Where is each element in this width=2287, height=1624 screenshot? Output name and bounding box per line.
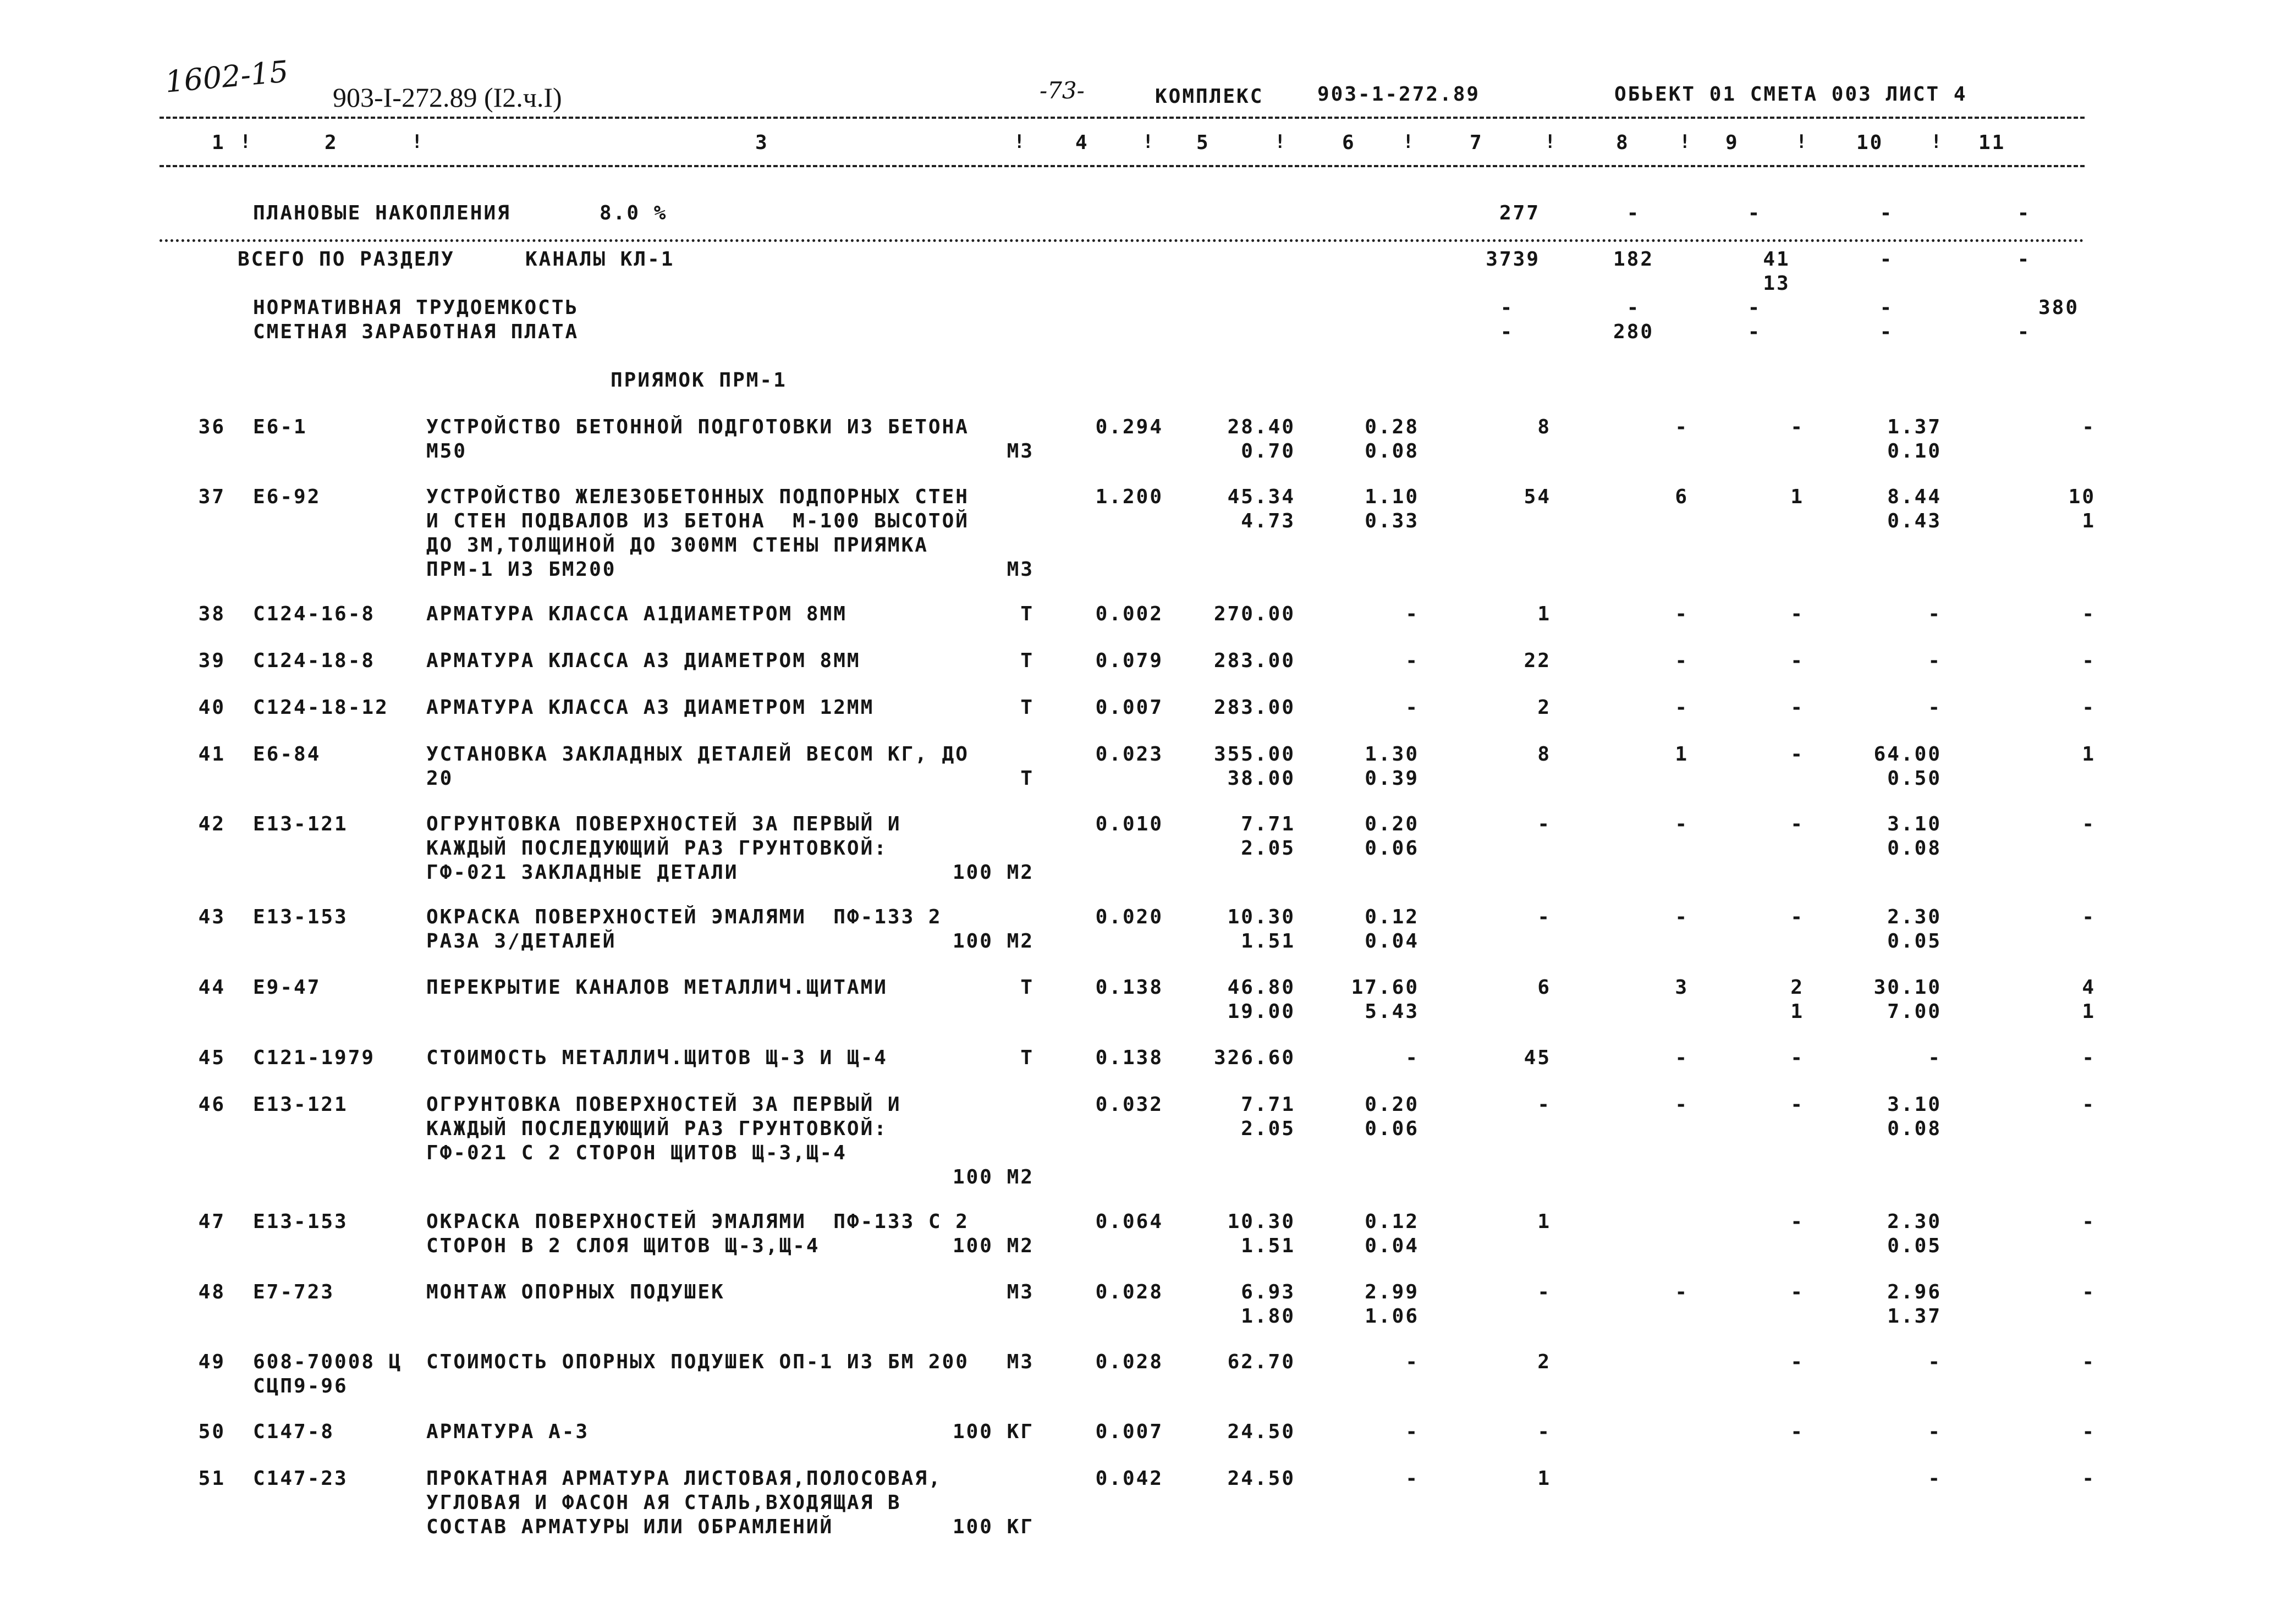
wages: - xyxy=(1675,1093,1689,1116)
row-number: 36 xyxy=(198,416,226,438)
machine-wages: - xyxy=(1790,696,1804,719)
machine-wages: - xyxy=(1790,813,1804,835)
quantity: 0.294 xyxy=(1095,416,1163,438)
operation-cost: 17.60 5.43 xyxy=(1351,976,1419,1023)
total-cost: 2 xyxy=(1537,696,1551,719)
total-cost: 6 xyxy=(1537,976,1551,999)
cell: 277 xyxy=(1499,202,1540,224)
row-number: 51 xyxy=(198,1467,226,1490)
work-description: МОНТАЖ ОПОРНЫХ ПОДУШЕК xyxy=(426,1281,725,1303)
unit: Т xyxy=(1020,603,1034,625)
cell: - xyxy=(1747,296,1762,319)
column-number: 6 xyxy=(1342,131,1356,154)
unit-cost: 10.30 1.51 xyxy=(1227,906,1295,953)
labor-label: НОРМАТИВНАЯ ТРУДОЕМКОСТЬ xyxy=(253,296,579,319)
total-cost: 54 xyxy=(1524,486,1551,508)
unit-cost: 24.50 xyxy=(1227,1421,1295,1443)
cell: - xyxy=(1879,202,1894,224)
cell: 182 xyxy=(1613,248,1654,271)
unit-cost: 270.00 xyxy=(1213,603,1295,625)
total-cost: 1 xyxy=(1537,1210,1551,1233)
total-cost: - xyxy=(1537,813,1551,835)
planned-savings-percent: 8.0 % xyxy=(600,202,668,224)
unit: Т xyxy=(1020,767,1034,790)
cell: - xyxy=(1626,202,1641,224)
row-number: 41 xyxy=(198,743,226,766)
unit: Т xyxy=(1020,649,1034,672)
unit: Т xyxy=(1020,1047,1034,1069)
machine-labor: - xyxy=(2082,1093,2096,1116)
row-number: 47 xyxy=(198,1210,226,1233)
quantity: 0.007 xyxy=(1095,1421,1163,1443)
unit: 100 М2 xyxy=(952,1235,1034,1257)
labor-hours: - xyxy=(1928,603,1942,625)
column-number: 2 xyxy=(325,131,338,154)
machine-labor: - xyxy=(2082,1210,2096,1233)
operation-cost: - xyxy=(1405,1351,1419,1373)
operation-cost: - xyxy=(1405,603,1419,625)
column-number: 9 xyxy=(1725,131,1739,154)
unit-cost: 283.00 xyxy=(1213,649,1295,672)
machine-labor: 10 1 xyxy=(2068,486,2096,532)
machine-labor: - xyxy=(2082,416,2096,438)
dotted-rule xyxy=(160,239,2085,242)
unit: М3 xyxy=(1007,1281,1034,1303)
column-number: 4 xyxy=(1075,131,1089,154)
machine-wages: - xyxy=(1790,1351,1804,1373)
unit: 100 М2 xyxy=(952,930,1034,953)
machine-wages: - xyxy=(1790,1093,1804,1116)
row-number: 42 xyxy=(198,813,226,835)
unit: М3 xyxy=(1007,1351,1034,1373)
operation-cost: 0.20 0.06 xyxy=(1365,813,1419,860)
quantity: 0.020 xyxy=(1095,906,1163,928)
labor-hours: 64.00 0.50 xyxy=(1873,743,1942,790)
labor-hours: 2.30 0.05 xyxy=(1887,906,1942,953)
total-cost: 1 xyxy=(1537,603,1551,625)
column-number: 3 xyxy=(755,131,769,154)
unit: 100 М2 xyxy=(952,1166,1034,1188)
machine-labor: - xyxy=(2082,1281,2096,1303)
operation-cost: - xyxy=(1405,696,1419,719)
machine-labor: - xyxy=(2082,1047,2096,1069)
row-number: 43 xyxy=(198,906,226,928)
norm-code: 608-70008 Ц СЦП9-96 xyxy=(253,1351,403,1397)
unit-cost: 7.71 2.05 xyxy=(1241,813,1295,860)
quantity: 0.023 xyxy=(1095,743,1163,766)
machine-wages: - xyxy=(1790,1210,1804,1233)
operation-cost: 0.12 0.04 xyxy=(1365,906,1419,953)
labor-hours: - xyxy=(1928,1421,1942,1443)
work-description: УСТАНОВКА ЗАКЛАДНЫХ ДЕТАЛЕЙ ВЕСОМ КГ, ДО 20 xyxy=(426,743,969,790)
wages: - xyxy=(1675,1047,1689,1069)
quantity: 0.007 xyxy=(1095,696,1163,719)
cell: - xyxy=(1879,248,1894,271)
wage-label: СМЕТНАЯ ЗАРАБОТНАЯ ПЛАТА xyxy=(253,321,579,343)
labor-hours: - xyxy=(1928,696,1942,719)
norm-code: Е6-92 xyxy=(253,486,321,508)
total-cost: 2 xyxy=(1537,1351,1551,1373)
labor-hours: 3.10 0.08 xyxy=(1887,813,1942,860)
row-number: 46 xyxy=(198,1093,226,1116)
work-description: АРМАТУРА КЛАССА А3 ДИАМЕТРОМ 12ММ xyxy=(426,696,875,719)
quantity: 1.200 xyxy=(1095,486,1163,508)
page-number: -73- xyxy=(1040,77,1085,104)
labor-hours: 8.44 0.43 xyxy=(1887,486,1942,532)
total-cost: 45 xyxy=(1524,1047,1551,1069)
total-cost: - xyxy=(1537,1093,1551,1116)
norm-code: Е7-723 xyxy=(253,1281,335,1303)
wages: 1 xyxy=(1675,743,1689,766)
cell: 280 xyxy=(1613,321,1654,343)
total-cost: - xyxy=(1537,1421,1551,1443)
operation-cost: 2.99 1.06 xyxy=(1365,1281,1419,1328)
quantity: 0.138 xyxy=(1095,976,1163,999)
norm-code: С147-23 xyxy=(253,1467,348,1490)
cell: - xyxy=(2017,248,2031,271)
row-number: 39 xyxy=(198,649,226,672)
quantity: 0.138 xyxy=(1095,1047,1163,1069)
machine-wages: - xyxy=(1790,1281,1804,1303)
cell: 13 xyxy=(1763,272,1790,295)
machine-wages: - xyxy=(1790,743,1804,766)
cell: - xyxy=(1747,202,1762,224)
quantity: 0.002 xyxy=(1095,603,1163,625)
unit: М3 xyxy=(1007,558,1034,581)
wages: - xyxy=(1675,906,1689,928)
operation-cost: - xyxy=(1405,649,1419,672)
norm-code: С124-16-8 xyxy=(253,603,376,625)
work-description: АРМАТУРА КЛАССА А3 ДИАМЕТРОМ 8ММ xyxy=(426,649,861,672)
column-number: 7 xyxy=(1470,131,1483,154)
unit-cost: 355.00 38.00 xyxy=(1213,743,1295,790)
unit: 100 КГ xyxy=(952,1516,1034,1538)
operation-cost: 0.12 0.04 xyxy=(1365,1210,1419,1257)
machine-labor: - xyxy=(2082,649,2096,672)
document-code: 903-I-272.89 (I2.ч.I) xyxy=(333,82,562,113)
labor-hours: 2.96 1.37 xyxy=(1887,1281,1942,1328)
unit-cost: 6.93 1.80 xyxy=(1241,1281,1295,1328)
labor-hours: - xyxy=(1928,649,1942,672)
quantity: 0.010 xyxy=(1095,813,1163,835)
cell: - xyxy=(1626,296,1641,319)
total-cost: 1 xyxy=(1537,1467,1551,1490)
wages: - xyxy=(1675,813,1689,835)
unit-cost: 7.71 2.05 xyxy=(1241,1093,1295,1140)
machine-wages: 2 1 xyxy=(1790,976,1804,1023)
machine-wages: - xyxy=(1790,1421,1804,1443)
work-description: СТОИМОСТЬ ОПОРНЫХ ПОДУШЕК ОП-1 ИЗ БМ 200 xyxy=(426,1351,969,1373)
column-number: 1 xyxy=(212,131,226,154)
work-description: ПРОКАТНАЯ АРМАТУРА ЛИСТОВАЯ,ПОЛОСОВАЯ, УГЛОВАЯ И ФАСОН АЯ СТАЛЬ,ВХОДЯЩАЯ В СОСТАВ АРМАТУРЫ ИЛИ ОБРАМЛЕНИЙ xyxy=(426,1467,942,1538)
unit-cost: 326.60 xyxy=(1213,1047,1295,1069)
operation-cost: 0.28 0.08 xyxy=(1365,416,1419,463)
work-description: ОКРАСКА ПОВЕРХНОСТЕЙ ЭМАЛЯМИ ПФ-133 С 2 СТОРОН В 2 СЛОЯ ЩИТОВ Щ-3,Щ-4 xyxy=(426,1210,969,1257)
row-number: 48 xyxy=(198,1281,226,1303)
machine-wages: - xyxy=(1790,649,1804,672)
operation-cost: 0.20 0.06 xyxy=(1365,1093,1419,1140)
cell: 380 xyxy=(2038,296,2079,319)
total-cost: - xyxy=(1537,1281,1551,1303)
norm-code: Е13-153 xyxy=(253,906,348,928)
cell: - xyxy=(1500,321,1514,343)
cell: - xyxy=(1747,321,1762,343)
operation-cost: 1.30 0.39 xyxy=(1365,743,1419,790)
row-number: 49 xyxy=(198,1351,226,1373)
row-number: 40 xyxy=(198,696,226,719)
machine-labor: - xyxy=(2082,813,2096,835)
wages: - xyxy=(1675,1281,1689,1303)
work-description: УСТРОЙСТВО БЕТОННОЙ ПОДГОТОВКИ ИЗ БЕТОНА М50 xyxy=(426,416,969,463)
unit-cost: 45.34 4.73 xyxy=(1227,486,1295,532)
wages: 3 xyxy=(1675,976,1689,999)
row-number: 37 xyxy=(198,486,226,508)
row-number: 44 xyxy=(198,976,226,999)
labor-hours: 3.10 0.08 xyxy=(1887,1093,1942,1140)
machine-labor: 1 xyxy=(2082,743,2096,766)
complex-label: КОМПЛЕКС xyxy=(1155,85,1264,108)
object-sheet: ОБЬЕКТ 01 СМЕТА 003 ЛИСТ 4 xyxy=(1614,83,1967,106)
operation-cost: - xyxy=(1405,1421,1419,1443)
planned-savings-label: ПЛАНОВЫЕ НАКОПЛЕНИЯ xyxy=(253,202,511,224)
row-number: 45 xyxy=(198,1047,226,1069)
machine-labor: - xyxy=(2082,1467,2096,1490)
section-total-name: КАНАЛЫ КЛ-1 xyxy=(525,248,675,271)
total-cost: - xyxy=(1537,906,1551,928)
cell: - xyxy=(2017,202,2031,224)
row-number: 50 xyxy=(198,1421,226,1443)
quantity: 0.042 xyxy=(1095,1467,1163,1490)
cell: - xyxy=(1500,296,1514,319)
wages: - xyxy=(1675,603,1689,625)
labor-hours: - xyxy=(1928,1047,1942,1069)
total-cost: 8 xyxy=(1537,416,1551,438)
norm-code: Е6-84 xyxy=(253,743,321,766)
machine-labor: - xyxy=(2082,603,2096,625)
norm-code: С124-18-12 xyxy=(253,696,389,719)
unit-cost: 283.00 xyxy=(1213,696,1295,719)
wages: 6 xyxy=(1675,486,1689,508)
machine-wages: - xyxy=(1790,906,1804,928)
column-number: 11 xyxy=(1978,131,2006,154)
row-number: 38 xyxy=(198,603,226,625)
work-description: ОГРУНТОВКА ПОВЕРХНОСТЕЙ ЗА ПЕРВЫЙ И КАЖДЫЙ ПОСЛЕДУЮЩИЙ РАЗ ГРУНТОВКОЙ: ГФ-021 С 2 СТОРОН ЩИТОВ Щ-3,Щ-4 xyxy=(426,1093,901,1164)
work-description: ОКРАСКА ПОВЕРХНОСТЕЙ ЭМАЛЯМИ ПФ-133 2 РАЗА З/ДЕТАЛЕЙ xyxy=(426,906,942,953)
cell: 41 xyxy=(1763,248,1790,271)
column-number: 10 xyxy=(1856,131,1884,154)
work-description: АРМАТУРА А-3 xyxy=(426,1421,590,1443)
unit: Т xyxy=(1020,976,1034,999)
labor-hours: 1.37 0.10 xyxy=(1887,416,1942,463)
norm-code: Е13-121 xyxy=(253,813,348,835)
work-description: ОГРУНТОВКА ПОВЕРХНОСТЕЙ ЗА ПЕРВЫЙ И КАЖДЫЙ ПОСЛЕДУЮЩИЙ РАЗ ГРУНТОВКОЙ: ГФ-021 ЗАКЛАДНЫЕ ДЕТАЛИ xyxy=(426,813,901,884)
machine-labor: - xyxy=(2082,1351,2096,1373)
unit-cost: 10.30 1.51 xyxy=(1227,1210,1295,1257)
cell: - xyxy=(1879,321,1894,343)
labor-hours: 30.10 7.00 xyxy=(1873,976,1942,1023)
operation-cost: 1.10 0.33 xyxy=(1365,486,1419,532)
norm-code: Е13-121 xyxy=(253,1093,348,1116)
operation-cost: - xyxy=(1405,1047,1419,1069)
machine-labor: - xyxy=(2082,1421,2096,1443)
norm-code: Е9-47 xyxy=(253,976,321,999)
machine-labor: - xyxy=(2082,906,2096,928)
column-number: 8 xyxy=(1616,131,1630,154)
operation-cost: - xyxy=(1405,1467,1419,1490)
norm-code: Е6-1 xyxy=(253,416,307,438)
work-description: УСТРОЙСТВО ЖЕЛЕЗОБЕТОННЫХ ПОДПОРНЫХ СТЕН И СТЕН ПОДВАЛОВ ИЗ БЕТОНА М-100 ВЫСОТОЙ ДО 3М,ТОЛЩИНОЙ ДО 300ММ СТЕНЫ ПРИЯМКА ПРМ-1 ИЗ БМ200 xyxy=(426,486,969,581)
labor-hours: 2.30 0.05 xyxy=(1887,1210,1942,1257)
machine-wages: - xyxy=(1790,603,1804,625)
cell: - xyxy=(1879,296,1894,319)
quantity: 0.028 xyxy=(1095,1281,1163,1303)
unit: 100 КГ xyxy=(952,1421,1034,1443)
unit-cost: 62.70 xyxy=(1227,1351,1295,1373)
machine-wages: 1 xyxy=(1790,486,1804,508)
labor-hours: - xyxy=(1928,1351,1942,1373)
header-bottom-rule xyxy=(160,165,2085,167)
labor-hours: - xyxy=(1928,1467,1942,1490)
wages: - xyxy=(1675,696,1689,719)
work-description: АРМАТУРА КЛАССА А1ДИАМЕТРОМ 8ММ xyxy=(426,603,847,625)
work-description: СТОИМОСТЬ МЕТАЛЛИЧ.ЩИТОВ Щ-3 И Щ-4 xyxy=(426,1047,888,1069)
machine-wages: - xyxy=(1790,416,1804,438)
quantity: 0.064 xyxy=(1095,1210,1163,1233)
column-number: 5 xyxy=(1196,131,1210,154)
unit: М3 xyxy=(1007,440,1034,463)
total-cost: 22 xyxy=(1524,649,1551,672)
unit-cost: 24.50 xyxy=(1227,1467,1295,1490)
section-title: ПРИЯМОК ПРМ-1 xyxy=(611,369,787,392)
top-rule xyxy=(160,117,2085,119)
machine-wages: - xyxy=(1790,1047,1804,1069)
norm-code: Е13-153 xyxy=(253,1210,348,1233)
section-total-label: ВСЕГО ПО РАЗДЕЛУ xyxy=(238,248,455,271)
unit: 100 М2 xyxy=(952,861,1034,884)
unit-cost: 46.80 19.00 xyxy=(1227,976,1295,1023)
machine-labor: 4 1 xyxy=(2082,976,2096,1023)
machine-labor: - xyxy=(2082,696,2096,719)
cell: - xyxy=(2017,321,2031,343)
norm-code: С147-8 xyxy=(253,1421,335,1443)
cell: 3739 xyxy=(1486,248,1540,271)
norm-code: С121-1979 xyxy=(253,1047,376,1069)
quantity: 0.079 xyxy=(1095,649,1163,672)
wages: - xyxy=(1675,649,1689,672)
norm-code: С124-18-8 xyxy=(253,649,376,672)
quantity: 0.028 xyxy=(1095,1351,1163,1373)
wages: - xyxy=(1675,416,1689,438)
quantity: 0.032 xyxy=(1095,1093,1163,1116)
unit: Т xyxy=(1020,696,1034,719)
handwritten-stamp: 1602-15 xyxy=(163,54,290,100)
work-description: ПЕРЕКРЫТИЕ КАНАЛОВ МЕТАЛЛИЧ.ЩИТАМИ xyxy=(426,976,888,999)
total-cost: 8 xyxy=(1537,743,1551,766)
complex-code: 903-1-272.89 xyxy=(1317,83,1481,106)
unit-cost: 28.40 0.70 xyxy=(1227,416,1295,463)
